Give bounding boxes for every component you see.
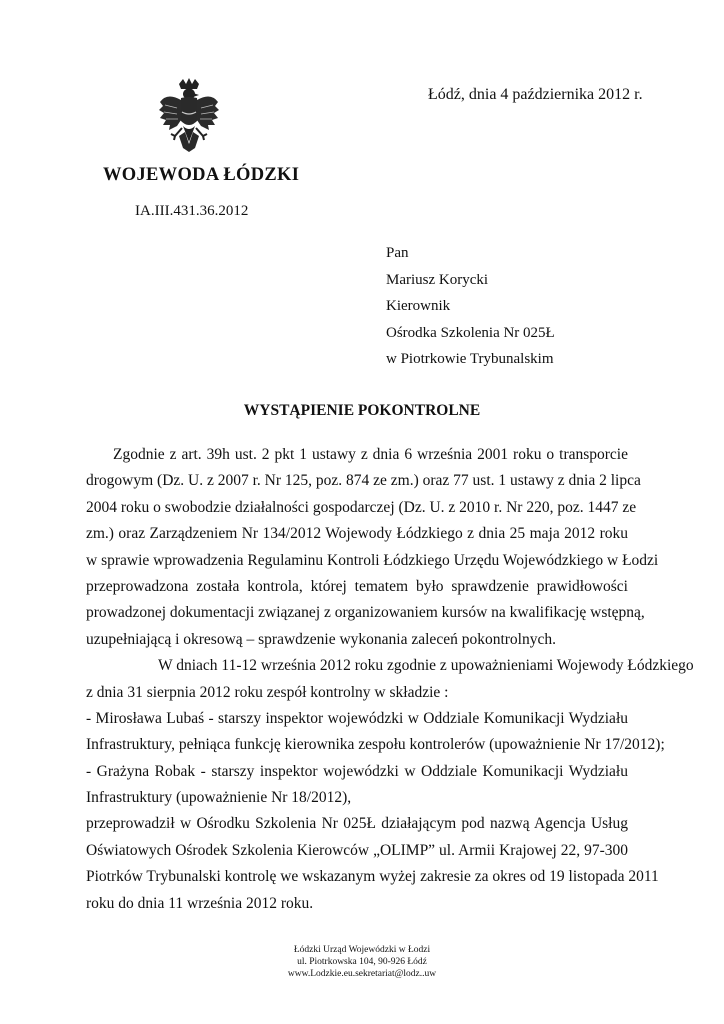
document-title: WYSTĄPIENIE POKONTROLNE <box>243 402 481 419</box>
body-line: Oświatowych Ośrodek Szkolenia Kierowców „OLIMP” ul. Armii Krajowej 22, 97-300 <box>86 841 628 859</box>
body-line: Infrastruktury, pełniąca funkcję kierownika zespołu kontrolerów (upoważnienie Nr 17/2012); <box>86 736 665 754</box>
body-line: drogowym (Dz. U. z 2007 r. Nr 125, poz. 874 ze zm.) oraz 77 ust. 1 ustawy z dnia 2 lipca <box>86 472 641 490</box>
recipient-salutation: Pan <box>386 245 409 261</box>
body-line: W dniach 11-12 września 2012 roku zgodnie z upoważnieniami Wojewody Łódzkiego <box>158 657 694 675</box>
body-line: 2004 roku o swobodzie działalności gospodarczej (Dz. U. z 2010 r. Nr 220, poz. 1447 ze <box>86 498 637 516</box>
body-line: roku do dnia 11 września 2012 roku. <box>86 894 314 912</box>
recipient-name: Mariusz Korycki <box>386 271 489 288</box>
body-line: - Grażyna Robak - starszy inspektor wojewódzki w Oddziale Komunikacji Wydziału <box>86 762 628 780</box>
page-footer <box>0 944 724 980</box>
footer-office-name: Łódzki Urząd Wojewódzki w Łodzi <box>293 945 431 955</box>
polish-eagle-emblem <box>157 78 221 156</box>
recipient-block <box>386 245 555 378</box>
recipient-position: Kierownik <box>386 298 451 314</box>
body-line: prowadzonej dokumentacji związanej z organizowaniem kursów na kwalifikację wstępną, <box>86 604 645 622</box>
paragraph-inspection-team <box>86 653 694 917</box>
paragraph-legal-basis <box>86 442 659 653</box>
footer-website: www.Lodzkie.eu.sekretariat@lodz..uw <box>287 969 437 979</box>
body-line: - Mirosława Lubaś - starszy inspektor wojewódzki w Oddziale Komunikacji Wydziału <box>86 709 628 727</box>
body-line: uzupełniającą i okresową – sprawdzenie wykonania zaleceń pokontrolnych. <box>86 630 556 648</box>
body-line: Piotrków Trybunalski kontrolę we wskazanym wyżej zakresie za okres od 19 listopada 2011 <box>86 868 659 886</box>
body-line: zm.) oraz Zarządzeniem Nr 134/2012 Wojewody Łódzkiego z dnia 25 maja 2012 roku <box>86 525 628 543</box>
body-line: Zgodnie z art. 39h ust. 2 pkt 1 ustawy z dnia 6 września 2001 roku o transporcie <box>113 446 628 463</box>
footer-address: ul. Piotrkowska 104, 90-926 Łódź <box>297 957 427 967</box>
body-line: z dnia 31 sierpnia 2012 roku zespół kontrolny w składzie : <box>86 683 449 701</box>
document-body <box>86 442 694 917</box>
issuing-authority: WOJEWODA ŁÓDZKI <box>103 165 300 185</box>
date-line: Łódź, dnia 4 października 2012 r. <box>428 86 643 103</box>
case-number: IA.III.431.36.2012 <box>135 203 249 219</box>
body-line: w sprawie wprowadzenia Regulaminu Kontroli Łódzkiego Urzędu Wojewódzkiego w Łodzi <box>86 551 659 569</box>
recipient-organization: Ośrodka Szkolenia Nr 025Ł <box>386 324 555 341</box>
body-line: przeprowadzona została kontrola, której tematem było sprawdzenie prawidłowości <box>86 577 628 595</box>
body-line: Infrastruktury (upoważnienie Nr 18/2012), <box>86 789 352 807</box>
body-line: przeprowadził w Ośrodku Szkolenia Nr 025Ł działającym pod nazwą Agencja Usług <box>86 815 628 833</box>
recipient-location: w Piotrkowie Trybunalskim <box>386 351 554 367</box>
